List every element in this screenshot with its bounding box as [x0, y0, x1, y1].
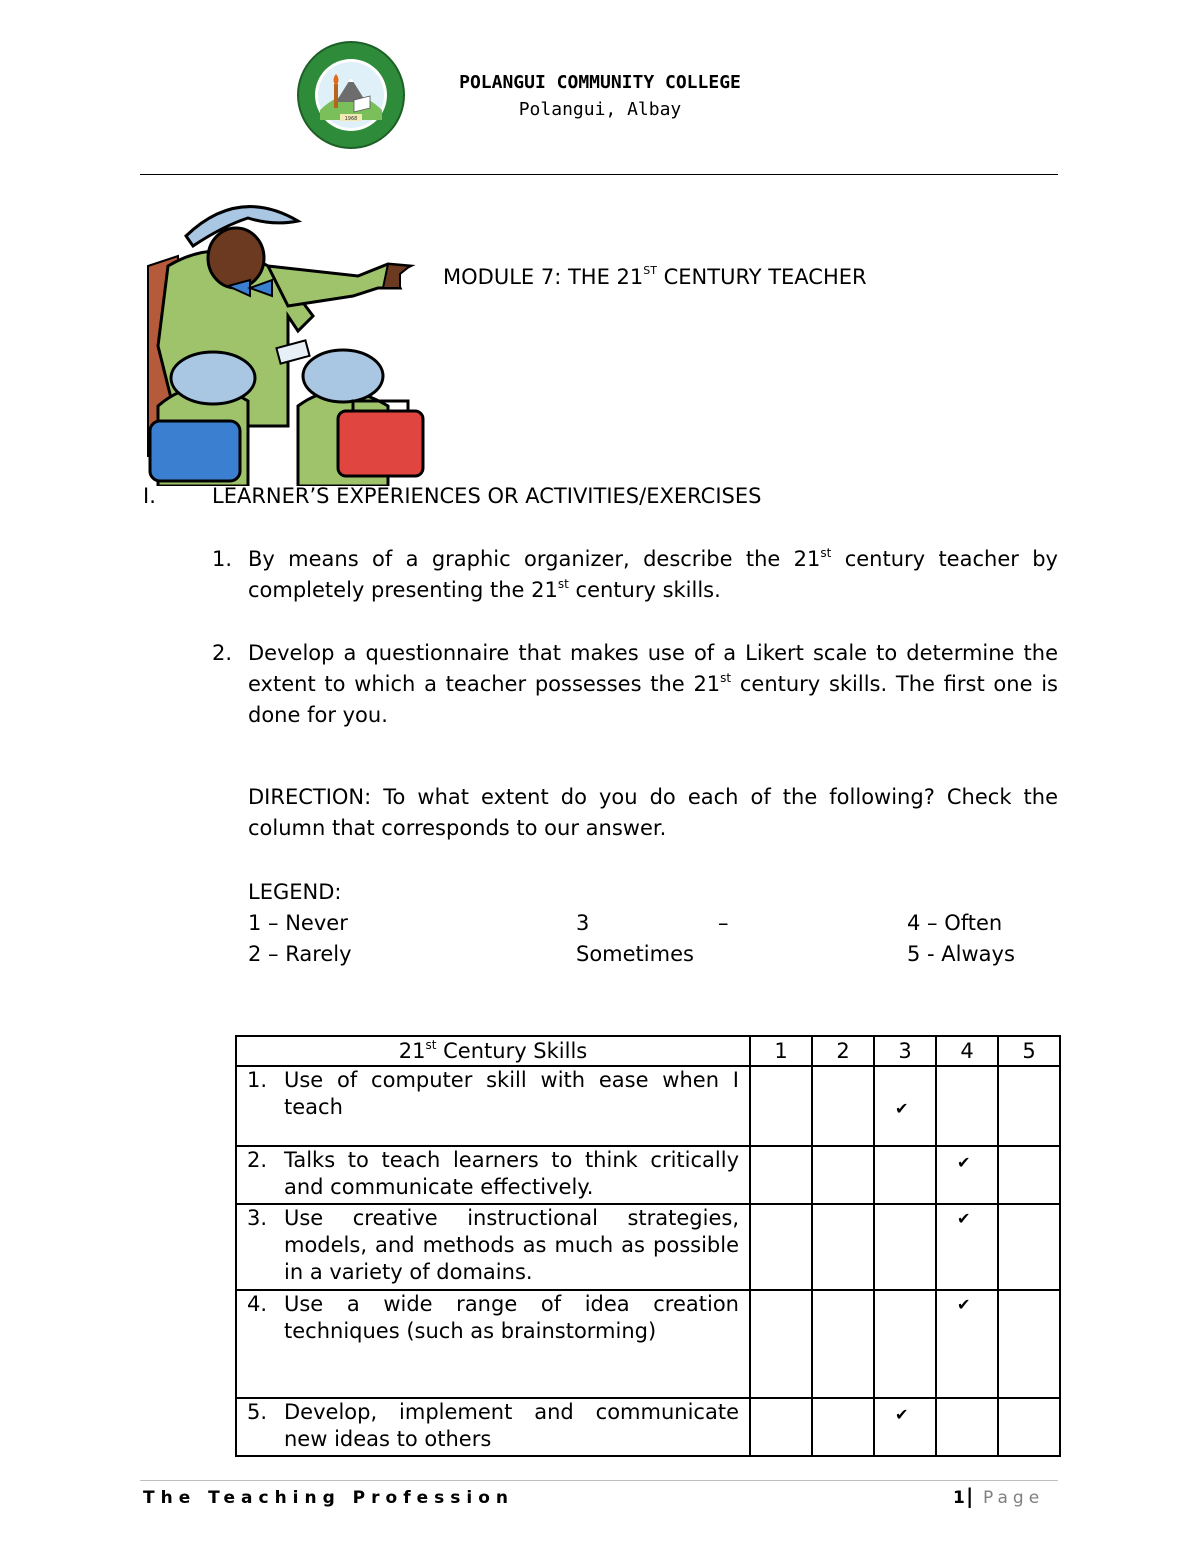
rating-cell-5[interactable] — [998, 1398, 1060, 1456]
rating-cell-1[interactable] — [750, 1398, 812, 1456]
skill-text: Use of computer skill with ease when I teach — [284, 1068, 739, 1119]
check-mark-icon: ✔ — [957, 1295, 971, 1314]
skill-cell — [236, 1398, 750, 1456]
rating-cell-3[interactable] — [874, 1398, 936, 1456]
rating-cell-4[interactable] — [936, 1204, 998, 1290]
rating-cell-2[interactable] — [812, 1290, 874, 1398]
table-header-row — [236, 1036, 1060, 1066]
footer-separator: | — [966, 1484, 974, 1508]
legend-rarely: 2 – Rarely — [248, 942, 352, 966]
table-row — [236, 1204, 1060, 1290]
skill-number: 3. — [247, 1206, 268, 1230]
legend-sometimes-word: Sometimes — [576, 942, 694, 966]
rating-header-3: 3 — [874, 1036, 936, 1066]
rating-header-1: 1 — [750, 1036, 812, 1066]
rating-cell-4[interactable] — [936, 1146, 998, 1204]
item-2-number: 2. — [212, 641, 233, 665]
rating-cell-3[interactable] — [874, 1146, 936, 1204]
rating-header-5: 5 — [998, 1036, 1060, 1066]
legend-never: 1 – Never — [248, 911, 348, 935]
footer-course-title: The Teaching Profession — [143, 1488, 514, 1508]
teacher-illustration — [138, 196, 428, 486]
rating-cell-1[interactable] — [750, 1066, 812, 1146]
rating-cell-4[interactable] — [936, 1290, 998, 1398]
college-location: Polangui, Albay — [518, 99, 682, 120]
legend-often: 4 – Often — [907, 911, 1003, 935]
legend-sometimes-number: 3 — [576, 911, 590, 935]
skill-number: 2. — [247, 1148, 268, 1172]
skill-text: Talks to teach learners to think critically and communicate effectively. — [284, 1148, 739, 1199]
section-number: I. — [143, 484, 156, 508]
rating-header-4: 4 — [936, 1036, 998, 1066]
rating-cell-2[interactable] — [812, 1146, 874, 1204]
skills-column-header: 21st Century Skills — [236, 1036, 750, 1066]
legend-label: LEGEND: — [248, 880, 342, 904]
rating-cell-3[interactable] — [874, 1066, 936, 1146]
table-row — [236, 1066, 1060, 1146]
footer-divider — [140, 1480, 1058, 1481]
skill-text: Use creative instructional strategies, models, and methods as much as possible in a variety of domains. — [284, 1206, 739, 1284]
skills-table — [235, 1035, 1061, 1457]
skill-number: 4. — [247, 1292, 268, 1316]
legend-sometimes-dash: – — [718, 911, 729, 935]
logo-year: 1968 — [344, 116, 358, 122]
skill-cell — [236, 1290, 750, 1398]
skill-number: 1. — [247, 1068, 268, 1092]
skill-number: 5. — [247, 1400, 268, 1424]
legend-always: 5 - Always — [907, 942, 1015, 966]
skill-cell — [236, 1204, 750, 1290]
rating-cell-4[interactable] — [936, 1398, 998, 1456]
table-row — [236, 1398, 1060, 1456]
rating-cell-3[interactable] — [874, 1204, 936, 1290]
rating-cell-2[interactable] — [812, 1398, 874, 1456]
skill-cell — [236, 1146, 750, 1204]
rating-cell-2[interactable] — [812, 1204, 874, 1290]
module-title: MODULE 7: THE 21ST CENTURY TEACHER — [443, 264, 867, 289]
check-mark-icon: ✔ — [895, 1405, 909, 1424]
check-mark-icon: ✔ — [895, 1099, 909, 1118]
rating-cell-1[interactable] — [750, 1204, 812, 1290]
rating-header-2: 2 — [812, 1036, 874, 1066]
rating-cell-5[interactable] — [998, 1204, 1060, 1290]
check-mark-icon: ✔ — [957, 1153, 971, 1172]
item-1-text: By means of a graphic organizer, describe the 21st century teacher by completely presenting the 21st century skills. — [248, 546, 1058, 602]
rating-cell-5[interactable] — [998, 1146, 1060, 1204]
section-heading: LEARNER’S EXPERIENCES OR ACTIVITIES/EXERCISES — [212, 484, 762, 508]
header-divider — [140, 174, 1058, 175]
rating-cell-5[interactable] — [998, 1066, 1060, 1146]
college-logo — [296, 40, 406, 150]
item-2-text: Develop a questionnaire that makes use of a Likert scale to determine the extent to which a teacher possesses the 21st century skills. The first one is done for you. — [248, 641, 1058, 727]
rating-cell-5[interactable] — [998, 1290, 1060, 1398]
rating-cell-3[interactable] — [874, 1290, 936, 1398]
footer-page-number: 1 — [953, 1488, 965, 1508]
direction-text: DIRECTION: To what extent do you do each of the following? Check the column that corresponds to our answer. — [248, 785, 1058, 840]
table-row — [236, 1146, 1060, 1204]
rating-cell-2[interactable] — [812, 1066, 874, 1146]
check-mark-icon: ✔ — [957, 1209, 971, 1228]
table-row — [236, 1290, 1060, 1398]
skill-text: Use a wide range of idea creation techniques (such as brainstorming) — [284, 1292, 739, 1343]
footer-page-label: Page — [983, 1488, 1045, 1508]
rating-cell-1[interactable] — [750, 1290, 812, 1398]
skill-cell — [236, 1066, 750, 1146]
rating-cell-4[interactable] — [936, 1066, 998, 1146]
item-1-number: 1. — [212, 547, 233, 571]
skill-text: Develop, implement and communicate new ideas to others — [284, 1400, 739, 1451]
college-name: POLANGUI COMMUNITY COLLEGE — [459, 72, 741, 93]
rating-cell-1[interactable] — [750, 1146, 812, 1204]
